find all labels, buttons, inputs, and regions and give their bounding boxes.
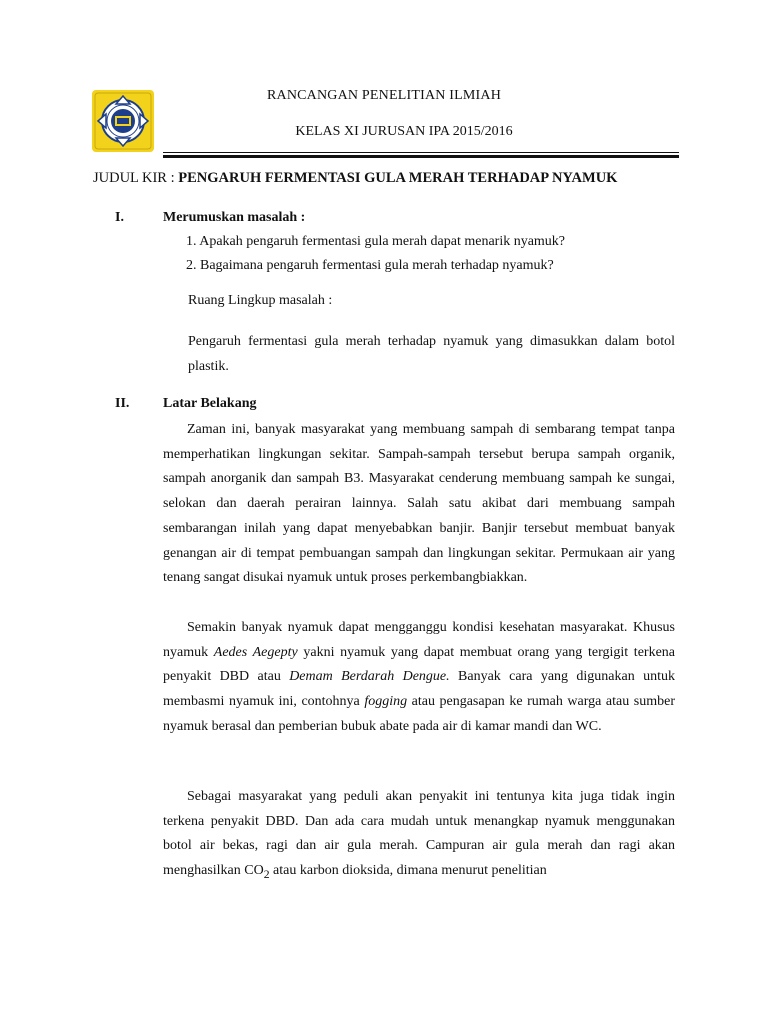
header-rule-thick <box>163 155 679 158</box>
background-paragraph-2: Semakin banyak nyamuk dapat mengganggu kondisi kesehatan masyarakat. Khusus nyamuk Aedes Aegepty yakni nyamuk yang dapat membuat orang yang tergigit terkena penyakit DBD atau Demam Berdarah Dengue. Banyak cara yang digunakan untuk membasmi nyamuk ini, contohnya fogging atau pengasapan ke rumah warga atau sumber nyamuk berasal dan pemberian bubuk abate pada air di kamar mandi dan WC. <box>163 620 676 734</box>
scope-label: Ruang Lingkup masalah : <box>188 293 333 308</box>
document-title: RANCANGAN PENELITIAN ILMIAH <box>266 88 502 103</box>
section-1-title: Merumuskan masalah : <box>163 210 306 225</box>
background-paragraph-1: Zaman ini, banyak masyarakat yang membuang sampah di sembarang tempat tanpa memperhatikan lingkungan sekitar. Sampah-sampah tersebut berupa sampah organik, sampah anorganik dan sampah B3. Masyarakat cenderung membuang sampah ke sungai, selokan dan daerah perairan lainnya. Salah satu akibat dari membuang sampah sembarangan inilah yang dapat menyebabkan banjir. Banjir tersebut membuat banyak genangan air di tempat pembuangan sampah dan lingkungan sekitar. Permukaan air yang tenang sangat disukai nyamuk untuk proses perkembangbiakkan. <box>163 422 675 586</box>
section-1-number: I. <box>115 210 124 225</box>
section-2-title: Latar Belakang <box>163 396 257 411</box>
header-rule-thin <box>163 152 679 153</box>
judul-label: JUDUL KIR : <box>93 170 179 186</box>
background-paragraph-3: Sebagai masyarakat yang peduli akan penyakit ini tentunya kita juga tidak ingin terkena penyakit DBD. Dan ada cara mudah untuk menangkap nyamuk menggunakan botol air bekas, ragi dan air gula merah. Campuran air gula merah dan ragi akan menghasilkan $CO_2$ atau karbon dioksida, dimana menurut penelitian <box>163 789 675 881</box>
co2-subscript: 2 <box>263 867 270 881</box>
document-subtitle: KELAS XI JURUSAN IPA 2015/2016 <box>295 124 513 139</box>
section-2-number: II. <box>115 396 130 411</box>
judul-value: PENGARUH FERMENTASI GULA MERAH TERHADAP NYAMUK <box>178 170 618 186</box>
scope-text: Pengaruh fermentasi gula merah terhadap nyamuk yang dimasukkan dalam botol plastik. <box>188 334 675 374</box>
list-item: 2. Bagaimana pengaruh fermentasi gula merah terhadap nyamuk? <box>186 258 554 273</box>
judul-line <box>93 170 617 187</box>
disease-name: Demam Berdarah Dengue. <box>289 669 450 685</box>
problem-list <box>186 234 565 282</box>
fogging-term: fogging <box>364 694 408 710</box>
list-item: 1. Apakah pengaruh fermentasi gula merah dapat menarik nyamuk? <box>186 234 566 249</box>
species-name: Aedes Aegepty <box>213 644 298 660</box>
